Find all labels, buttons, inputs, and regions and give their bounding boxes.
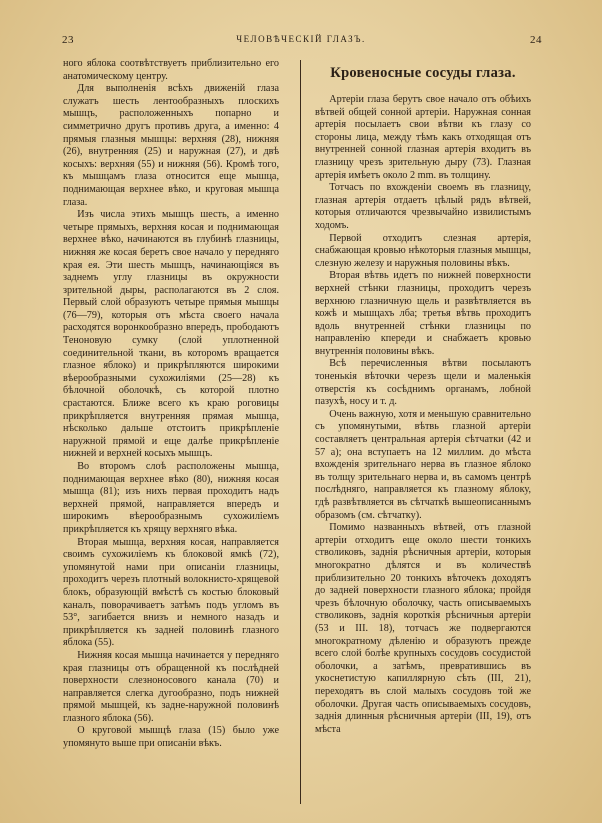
page-number-left: 23	[62, 34, 74, 46]
paragraph: Изъ числа этихъ мышцъ шесть, а именно четыре прямыхъ, верхняя косая и поднимающая верхнее вѣко, начинаются въ глубинѣ глазницы, нижняя же косая беретъ свое начало у передняго края ея. Эти шесть мышцъ, начинающіяся въ заднемъ углу глазницы въ окружности зрительной дыры, располагаются въ 2 слоя. Первый слой образуютъ четыре прямыя мышцы (76—79), которыя отъ мѣста своего начала расходятся воронкообразно впередъ, прободаютъ Теноновую сумку (слой уплотненной соединительной ткани, въ которомъ вращается глазное яблоко) и прикрѣпляются широкими вѣерообразными сухожиліями (25—28) къ бѣлочной оболочкѣ, съ которой плотно срастаются. Ближе всего къ краю роговицы прикрѣпляется внутренняя прямая мышца, нѣсколько дальше отстоитъ прикрѣпленіе наружной прямой и еще далѣе прикрѣпленіе нижней и верхней косыхъ мышцъ.	[63, 209, 279, 460]
page-number-right: 24	[530, 34, 542, 46]
paragraph: Помимо названныхъ вѣтвей, отъ глазной артеріи отходитъ еще около шести тонкихъ стволиковъ, заднія рѣсничныя артеріи, которыя многократно дѣлятся и въ количествѣ приблизительно 20 тонкихъ вѣточекъ доходятъ до задней поверхности глазного яблока; пройдя чрезъ бѣлочную оболочку, часть описываемыхъ стволиковъ, заднія короткія рѣсничныя артеріи (53 и III. 18), тотчасъ же подвергаются многократному дѣленію и образуютъ прежде всего слой болѣе крупныхъ сосудовъ сосудистой оболочки, а затѣмъ, превратившись въ укоснетистую капиллярную сѣть (III, 21), переходятъ въ слой малыхъ сосудовъ той же оболочки. Другая часть описываемыхъ сосудовъ, заднія длинныя рѣсничныя артеріи (III, 19), отъ мѣста	[315, 522, 531, 735]
paragraph: ного яблока соотвѣтствуетъ приблизительно его анатомическому центру.	[63, 58, 279, 82]
page-header	[58, 34, 544, 50]
running-title: ЧЕЛОВѢЧЕСКІЙ ГЛАЗЪ.	[236, 34, 366, 44]
paragraph: Артеріи глаза берутъ свое начало отъ обѣихъ вѣтвей общей сонной артеріи. Наружная сонная артерія посылаетъ свои вѣтви къ глазу со стороны лица, между тѣмъ какъ отходящая отъ внутренней сонной глазная артерія входитъ въ глазницу чрезъ зрительную дыру (73). Глазная артерія имѣетъ около 2 mm. въ толщину.	[315, 94, 531, 181]
column-divider	[300, 60, 301, 804]
paragraph: Тотчасъ по вхожденіи своемъ въ глазницу, глазная артерія отдаетъ цѣлый рядъ вѣтвей, которыя отличаются чрезвычайно извилистымъ ходомъ.	[315, 182, 531, 231]
paragraph: Очень важную, хотя и меньшую сравнительно съ упомянутыми, вѣтвь глазной артеріи составляетъ центральная артерія сѣтчатки (42 и 57 а); она вступаетъ на 12 миллим. до мѣста вхожденія зрительнаго нерва въ глазное яблоко въ толщу зрительнаго нерва и, въ самомъ центрѣ послѣдняго, направляется къ глазному яблоку, гдѣ развѣтвляется въ сѣтчаткѣ вышеописаннымъ образомъ (см. сѣтчатку).	[315, 408, 531, 521]
paragraph: Вторая мышца, верхняя косая, направляется своимъ сухожиліемъ къ блоковой ямкѣ (72), упомянутой нами при описаніи глазницы, проходитъ черезъ плотный волокнисто-хрящевой блокъ, образующій вмѣстѣ съ костью блоковый каналъ, поворачиваетъ затѣмъ подъ угломъ въ 53°, загибается внизъ и немного назадъ и прикрѣпляется къ задней половинѣ глазного яблока (55).	[63, 536, 279, 649]
left-column	[63, 58, 279, 808]
paragraph: Первой отходитъ слезная артерія, снабжающая кровью нѣкоторыя глазныя мышцы, слезную железу и наружныя половины вѣкъ.	[315, 232, 531, 269]
section-title: Кровеносные сосуды глаза.	[330, 65, 516, 81]
right-column	[315, 58, 531, 808]
paragraph: Нижняя косая мышца начинается у передняго края глазницы отъ обращенной къ послѣдней поверхности слезноносового канала (70) и направляется слегка дугообразно, подъ нижней прямой мышцей, къ задне-наружной половинѣ глазного яблока (56).	[63, 649, 279, 724]
paragraph: О круговой мышцѣ глаза (15) было уже упомянуто выше при описаніи вѣкъ.	[63, 725, 279, 750]
paragraph: Вторая вѣтвь идетъ по нижней поверхности верхней стѣнки глазницы, проходитъ черезъ верхнюю глазничную щель и развѣтвляется въ кожѣ и мышцахъ лба; третья вѣтвь проходитъ вдоль внутренней стѣнки глазницы по направленію кпереди и снабжаетъ кровью внутреннія половины вѣкъ.	[315, 270, 531, 357]
paragraph: Во второмъ слоѣ расположены мышца, поднимающая верхнее вѣко (80), нижняя косая мышца (81); изъ нихъ первая проходитъ надъ верхней прямой, направляется впередъ и широкимъ вѣерообразнымъ сухожиліемъ прикрѣпляется къ хрящу верхняго вѣка.	[63, 461, 279, 535]
paragraph: Всѣ перечисленныя вѣтви посылаютъ тоненькія вѣточки черезъ щели и маленькія отверстія къ сосѣднимъ органамъ, лобной пазухѣ, носу и т. д.	[315, 358, 531, 408]
paragraph: Для выполненія всѣхъ движеній глаза служатъ шесть лентообразныхъ плоскихъ мышцъ, расположенныхъ попарно и симметрично другъ противъ друга, а именно: 4 прямыя глазныя мышцы: верхняя (28), нижняя (26), внутренняя (25) и наружная (27), и двѣ косыхъ: верхняя (55) и нижняя (56). Кромѣ того, къ мышцамъ глаза относится еще мышца, поднимающая верхнее вѣко, и круговая мышца глаза.	[63, 83, 279, 208]
